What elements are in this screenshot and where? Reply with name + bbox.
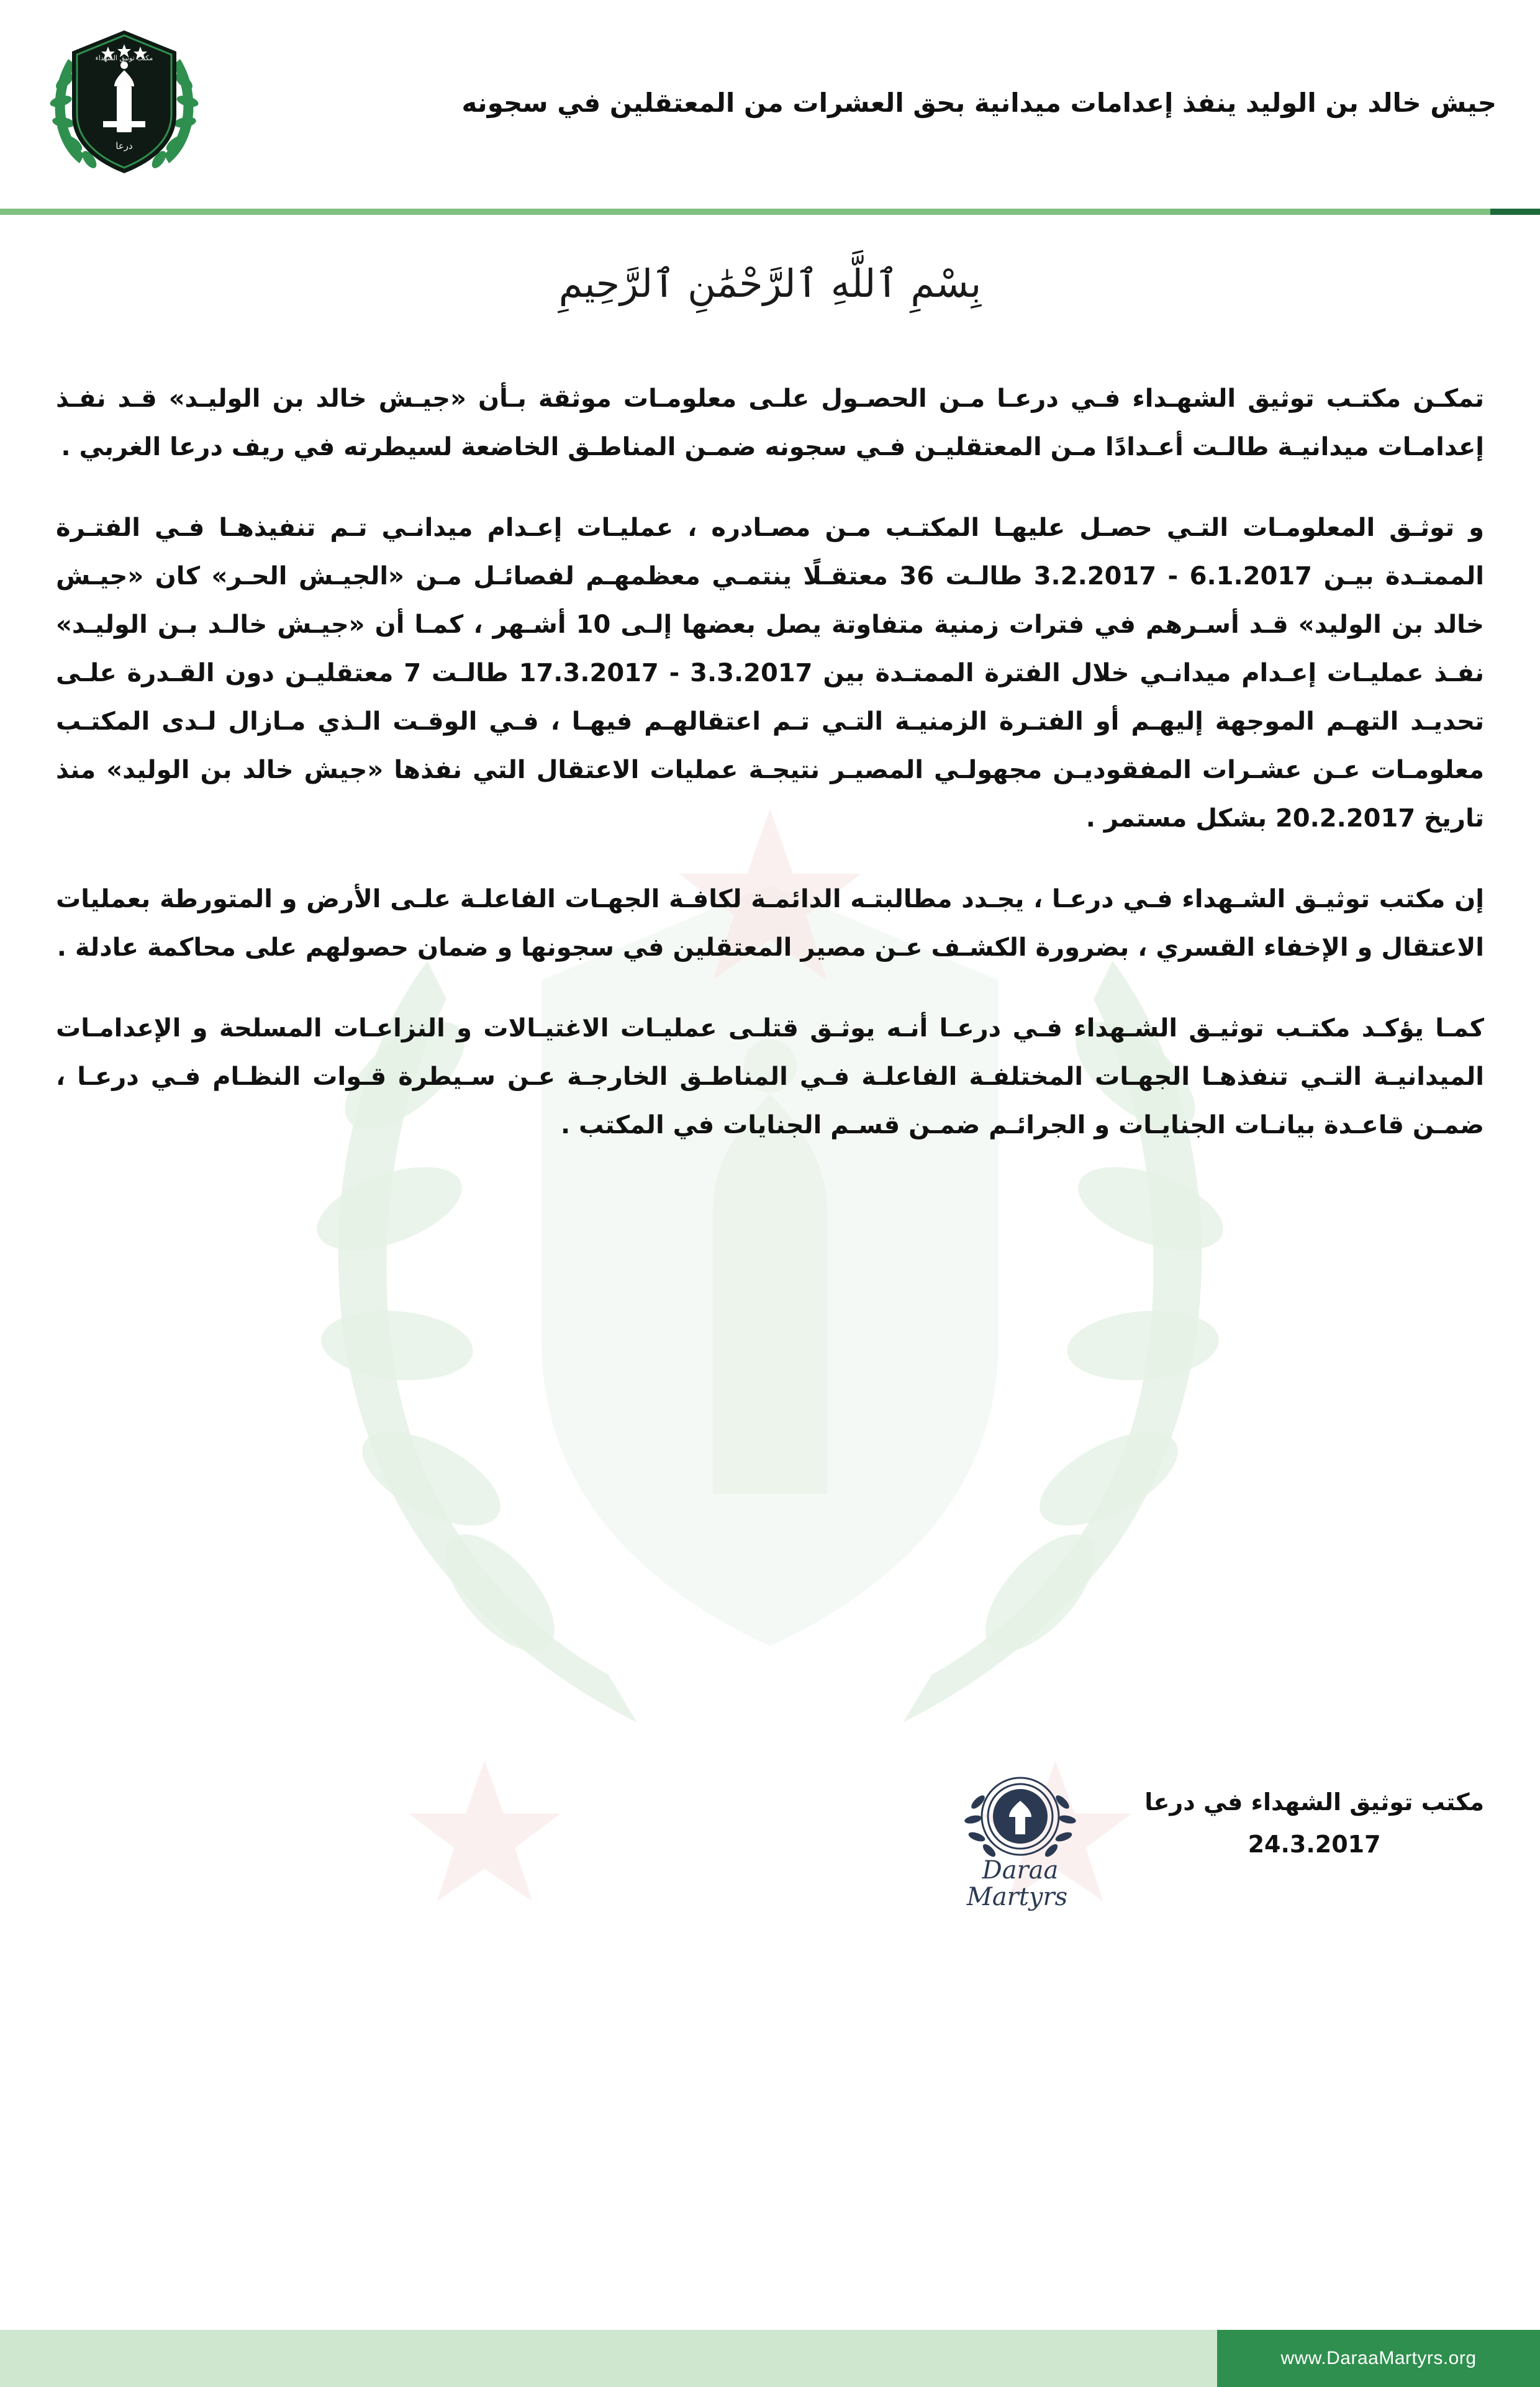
header-divider <box>0 209 1540 215</box>
svg-text:درعا: درعا <box>116 140 133 152</box>
footer-url[interactable]: www.DaraaMartyrs.org <box>1280 2348 1477 2368</box>
signature-block <box>946 1757 1484 1925</box>
body-paragraph: تمكـن مكتـب توثيق الشهـداء فـي درعـا مـن الحصـول علـى معلومـات موثقة بـأن «جيـش خالد بن الوليـد» قـد نفـذ إعدامـات ميدانيـة طالـت أعـدادًا مـن المعتقليـن فـي سجونه ضمـن المناطـق الخاضعة لسيطرته في ريف درعا الغربي . <box>56 384 1484 461</box>
daraa-martyrs-documentation-office-logo-icon <box>43 22 205 183</box>
signature-office: مكتب توثيق الشهداء في درعا <box>1144 1788 1484 1816</box>
document-header <box>0 0 1540 205</box>
svg-text:Daraa: Daraa <box>982 1856 1059 1885</box>
document-footer <box>0 2330 1540 2387</box>
svg-text:Martyrs: Martyrs <box>967 1883 1068 1911</box>
page-title: جيش خالد بن الوليد ينفذ إعدامات ميدانية بحق العشرات من المعتقلين في سجونه <box>461 87 1497 118</box>
body-paragraph: إن مكتب توثيـق الشـهداء فـي درعـا ، يجـدد مطالبتـه الدائمـة لكافـة الجهـات الفاعلـة علـى الأرض و المتورطة بعمليات الاعتقال و الإخفاء القسري ، بضرورة الكشـف عـن مصير المعتقلين في سجونها و ضمان حصولهم على محاكمة عادلة . <box>56 885 1484 962</box>
body-paragraph: و توثـق المعلومـات التـي حصـل عليهـا المكتـب مـن مصـادره ، عمليـات إعـدام ميدانـي تـم تنفيذهـا فـي الفتـرة الممتـدة بيـن 6.1.2017 - 3.2.2017 طالـت 36 معتقـلًا ينتمـي معظمهـم لفصائـل مـن «الجيـش الحـر» كان «جيـش خالد بن الوليد» قـد أسـرهم في فترات زمنية متفاوتة يصل بعضها إلـى 10 أشـهر ، كمـا أن «جيـش خالـد بـن الوليـد» نفـذ عمليـات إعـدام ميدانـي خلال الفترة الممتـدة بين 3.3.2017 - 17.3.2017 طالـت 7 معتقليـن دون القـدرة علـى تحديـد التهـم الموجهة إليهـم أو الفتـرة الزمنيـة التـي تـم اعتقالهـم فيهـا ، فـي الوقـت الـذي مـازال لـدى المكتـب معلومـات عـن عشـرات المفقوديـن مجهولـي المصيـر نتيجـة عمليات الاعتقال التي نفذها «جيش خالد بن الوليد» منذ تاريخ 20.2.2017 بشكل مستمر . <box>56 514 1485 833</box>
body-paragraph: كمـا يؤكـد مكتـب توثيـق الشـهداء فـي درعـا أنـه يوثـق قتلـى عمليـات الاغتيـالات و النزاعـات المسلحة و الإعدامـات الميدانيـة التـي تنفذهـا الجهـات المختلفـة الفاعلـة فـي المناطـق الخارجـة عـن سـيطرة قـوات النظـام فـي درعـا ، ضمـن قاعـدة بيانـات الجنايـات و الجرائـم ضمـن قسـم الجنايات في المكتب . <box>56 1014 1484 1139</box>
document-body <box>56 374 1484 1149</box>
daraa-martyrs-stamp-icon <box>946 1757 1132 1925</box>
svg-text:مكتب توثيق الشهداء: مكتب توثيق الشهداء <box>95 54 153 62</box>
footer-url-band <box>1217 2330 1540 2387</box>
basmala: بِسْمِ ٱللَّهِ ٱلرَّحْمَٰنِ ٱلرَّحِيمِ <box>558 261 982 306</box>
footer-bar <box>0 2330 1217 2387</box>
signature-date: 24.3.2017 <box>1248 1831 1381 1858</box>
